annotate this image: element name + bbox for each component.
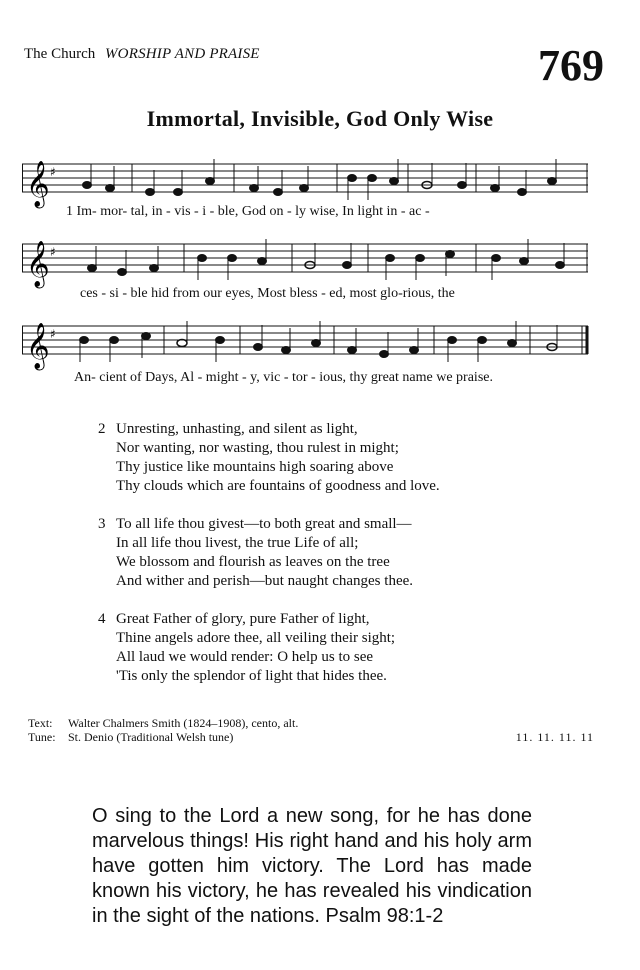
verse-line: To all life thou givest—to both great and small— (116, 516, 412, 532)
section-name: WORSHIP AND PRAISE (104, 46, 260, 62)
lyrics-line-2: ces - si - ble hid from our eyes, Most bless - ed, most glo-rious, the (80, 286, 455, 301)
hymn-title: Immortal, Invisible, God Only Wise (146, 106, 494, 131)
treble-clef-icon: 𝄞 (26, 161, 50, 207)
stanza-number: 3 (98, 516, 106, 532)
sharp-icon: ♯ (50, 245, 56, 259)
verse-line: Thine angels adore thee, all veiling their sight; (116, 630, 396, 646)
staff-1 (22, 152, 594, 212)
hymn-number: 769 (538, 41, 604, 90)
stanza-number: 2 (98, 421, 106, 437)
verse-line: Thy justice like mountains high soaring above (116, 459, 394, 475)
music-system-2 (22, 232, 594, 312)
running-header (24, 46, 260, 63)
staff-3 (22, 314, 594, 374)
scripture-quote: O sing to the Lord a new song, for he has done marvelous things! His right hand and his holy arm have gotten him victory. The Lord has made known his victory, he has revealed his vindication in the sight of the nations. Psalm 98:1-2 (92, 805, 532, 927)
stanza-4 (98, 610, 440, 686)
verse-line: All laud we would render: O help us to see (116, 649, 374, 665)
sharp-icon: ♯ (50, 327, 56, 341)
credits (28, 716, 298, 744)
verse-line: Nor wanting, nor wasting, thou rulest in might; (116, 440, 399, 456)
verse-line: Unresting, unhasting, and silent as light, (116, 421, 358, 437)
music-system-1 (22, 152, 594, 232)
verses (98, 420, 440, 705)
verse-line: Great Father of glory, pure Father of light, (116, 611, 370, 627)
verse-line: And wither and perish—but naught changes thee. (116, 573, 414, 589)
treble-clef-icon: 𝄞 (26, 323, 50, 369)
book-section: The Church (24, 46, 96, 62)
text-credit: Text: Walter Chalmers Smith (1824–1908), cento, alt. (28, 716, 299, 730)
tune-credit: Tune: St. Denio (Traditional Welsh tune) (28, 730, 234, 744)
treble-clef-icon: 𝄞 (26, 241, 50, 287)
verse-line: Thy clouds which are fountains of goodness and love. (116, 478, 440, 494)
verse-line: 'Tis only the splendor of light that hides thee. (116, 668, 387, 684)
stanza-number: 4 (98, 611, 106, 627)
staff-2 (22, 232, 594, 292)
lyrics-line-3: An- cient of Days, Al - might - y, vic - tor - ious, thy great name we praise. (74, 370, 493, 385)
verse-line: We blossom and flourish as leaves on the tree (116, 554, 390, 570)
sharp-icon: ♯ (50, 165, 56, 179)
music-system-3 (22, 314, 594, 394)
meter: 11. 11. 11. 11 (515, 730, 594, 744)
stanza-2 (98, 420, 440, 496)
stanza-3 (98, 515, 440, 591)
verse-line: In all life thou livest, the true Life of all; (116, 535, 359, 551)
lyrics-line-1: 1 Im- mor- tal, in - vis - i - ble, God on - ly wise, In light in - ac - (66, 204, 430, 219)
